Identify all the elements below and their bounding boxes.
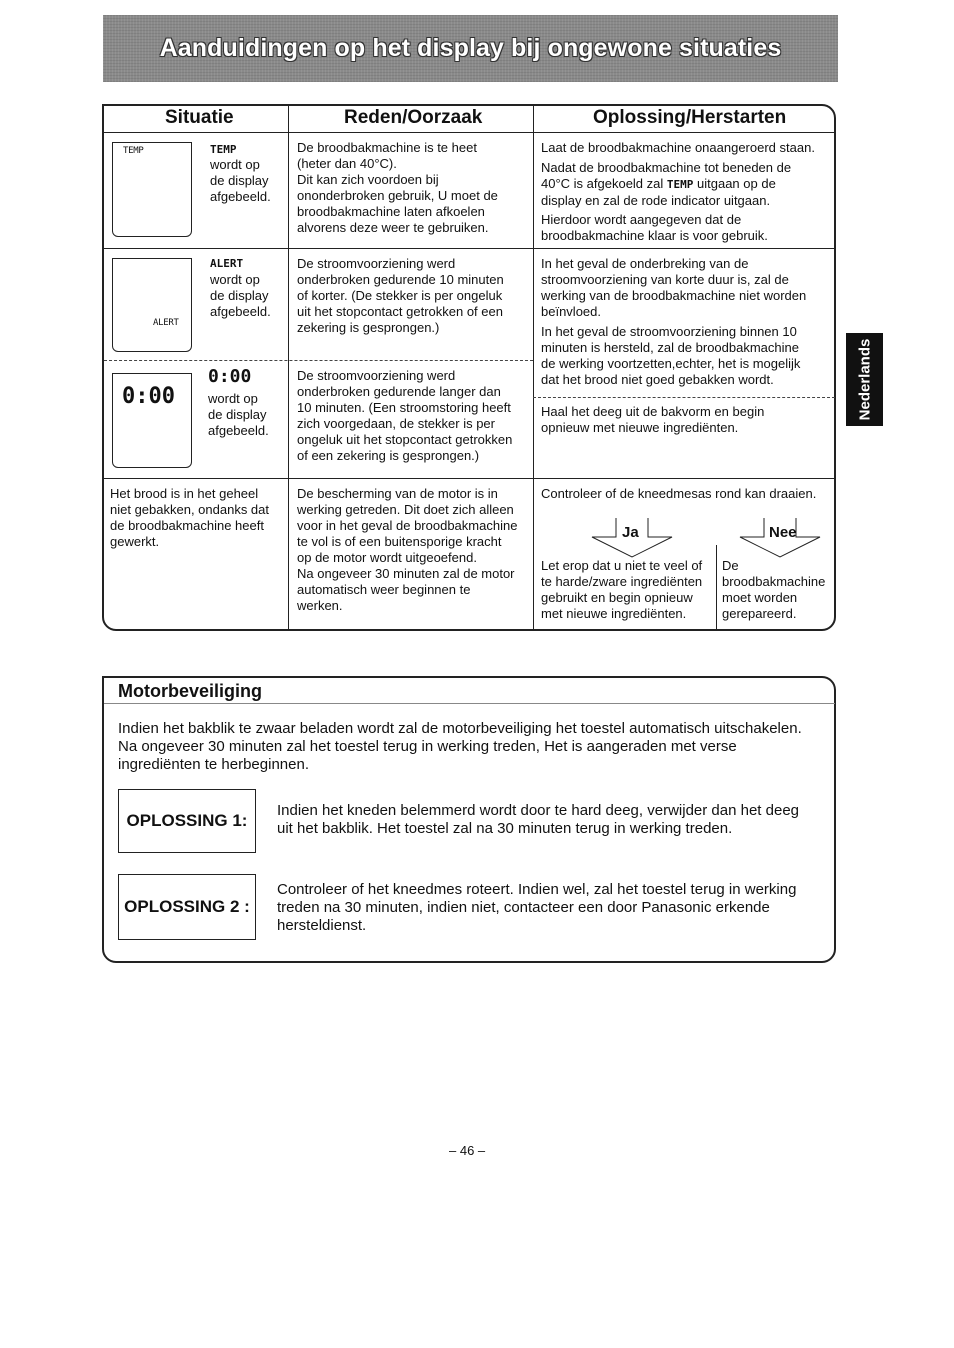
row-divider-3 (104, 478, 835, 479)
solution-temp-2: Nadat de broodbakmachine tot beneden de 40°C is afgekoeld zal TEMP uitgaan op de display en zal de rode indicator uitgaan. (541, 160, 792, 208)
cause-alert: De stroomvoorziening werd onderbroken gedurende 10 minuten of korter. (De stekker is per ongeluk uit het stopcontact getrokken of een zekering is gesprongen.) (297, 256, 504, 335)
no-text: De broodbakmachine moet worden gerepareerd. (722, 558, 826, 621)
yes-label: Ja (622, 524, 639, 541)
display-alert (112, 258, 192, 352)
no-label: Nee (769, 524, 797, 541)
display-clock-label: 0:00 (122, 384, 175, 409)
yes-no-divider (716, 545, 717, 630)
cause-motor: De bescherming van de motor is in werking getreden. Dit doet zich alleen voor in het geval de broodbakmachine te vol is of een buitensporige kracht op de motor wordt uitgeoefend. Na ongeveer 30 minuten zal de motor automatisch weer beginnen te werken. (297, 486, 518, 613)
solution-clock: Haal het deeg uit de bakvorm en begin opnieuw met nieuwe ingrediënten. (541, 404, 765, 435)
solution2-text: Controleer of het kneedmes roteert. Indien wel, zal het toestel terug in werking treden na 30 minuten, indien niet, contacteer een door Panasonic erkende hersteldienst. (277, 881, 797, 934)
header-reden: Reden/Oorzaak (344, 107, 483, 128)
solution-divider-dashed (533, 397, 835, 398)
situation-clock-code: 0:00 (208, 366, 252, 387)
solution2-label: OPLOSSING 2 : (124, 897, 250, 916)
page-title: Aanduidingen op het display bij ongewone situaties (159, 34, 782, 62)
col-divider-1 (288, 105, 289, 630)
solution1-label-box (118, 789, 256, 853)
row-divider-1 (104, 248, 835, 249)
solution1-label: OPLOSSING 1: (126, 811, 248, 830)
solution-temp-3: Hierdoor wordt aangegeven dat de broodbakmachine klaar is voor gebruik. (541, 212, 768, 243)
motor-heading: Motorbeveiliging (118, 681, 262, 701)
page-title-banner (103, 15, 838, 82)
language-tab-label: Nederlands (856, 338, 874, 421)
header-oplossing: Oplossing/Herstarten (593, 107, 787, 128)
solution-alert-1: In het geval de onderbreking van de stroomvoorziening van korte duur is, zal de werking van de broodbakmachine niet worden beïnvloed. (541, 256, 807, 319)
solution1-text: Indien het kneden belemmerd wordt door te hard deeg, verwijder dan het deeg uit het bakblik. Het toestel zal na 30 minuten terug in werking treden. (277, 802, 800, 837)
solution-temp-1: Laat de broodbakmachine onaangeroerd staan. (541, 140, 815, 155)
yes-text: Let erop dat u niet te veel of te harde/zware ingrediënten gebruikt en begin opnieuw met nieuwe ingrediënten. (541, 558, 703, 621)
motor-heading-divider (104, 703, 835, 704)
language-tab (846, 333, 883, 426)
situation-motor: Het brood is in het geheel niet gebakken, ondanks dat de broodbakmachine heeft gewerkt. (110, 486, 270, 549)
solution2-label-box (118, 874, 256, 940)
situation-alert-code: ALERT (210, 257, 244, 270)
motor-intro: Indien het bakblik te zwaar beladen wordt zal de motorbeveiliging het toestel automatisch uitschakelen. Na ongeveer 30 minuten zal het toestel terug in werking treden, Het is aangeraden met verse ingrediënten te herbeginnen. (118, 720, 802, 773)
header-divider (104, 132, 835, 133)
row-divider-2-dashed (104, 360, 533, 361)
col-divider-2 (533, 105, 534, 630)
header-situatie: Situatie (165, 107, 234, 128)
situation-temp-text: wordt op de display afgebeeld. (210, 157, 271, 204)
solution-alert-2: In het geval de stroomvoorziening binnen 10 minuten is hersteld, zal de broodbakmachine de werking voortzetten,echter, het is mogelijk dat het brood niet goed gebakken wordt. (541, 324, 801, 387)
situation-temp-code: TEMP (210, 143, 237, 156)
cause-clock: De stroomvoorziening werd onderbroken gedurende langer dan 10 minuten. (Een stroomstoring heeft zich voorgedaan, de stekker is per ongeluk uit het stopcontact getrokken of een zekering is gesprongen.) (297, 368, 513, 463)
display-temp (112, 142, 192, 237)
display-clock (112, 373, 192, 468)
situation-alert-text: wordt op de display afgebeeld. (210, 272, 271, 319)
situation-clock-text: wordt op de display afgebeeld. (208, 391, 269, 438)
page-number: – 46 – (449, 1143, 486, 1158)
display-alert-label: ALERT (153, 318, 179, 328)
solution-motor-check: Controleer of de kneedmesas rond kan draaien. (541, 486, 817, 501)
cause-temp: De broodbakmachine is te heet (heter dan 40°C). Dit kan zich voordoen bij ononderbroken gebruik, U moet de broodbakmachine laten afkoelen alvorens deze weer te gebruiken. (297, 140, 498, 235)
display-temp-label: TEMP (123, 146, 144, 156)
solution-temp-code: TEMP (666, 178, 694, 191)
